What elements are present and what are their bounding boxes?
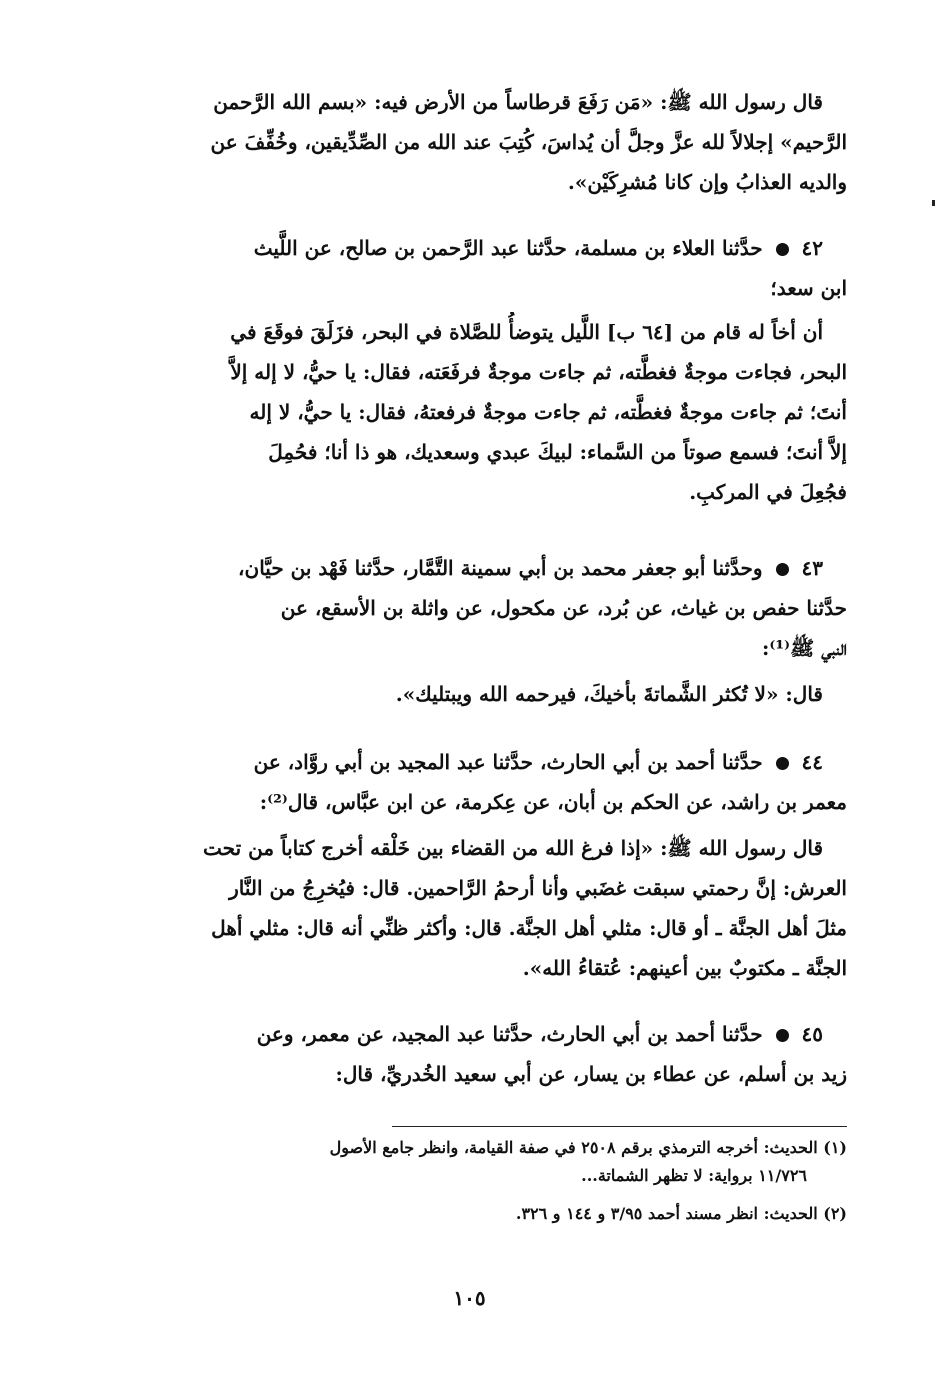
footnote-1-line: ١١/٧٢٦ برواية: لا تظهر الشماتة... [581, 1166, 807, 1185]
footnote-separator [392, 1126, 847, 1127]
hadith-isnad-43 [147, 548, 847, 668]
hadith-isnad-45 [147, 1014, 847, 1094]
text-line: قال: «لا تُكثر الشَّماتةَ بأخيكَ، فيرحمه الله ويبتليك». [395, 682, 823, 706]
footnote-spacer [147, 1190, 847, 1200]
text-span: وحدَّثنا أبو جعفر محمد بن أبي سمينة التَّمَّار، حدَّثنا فَهْد بن حيَّان، [238, 556, 763, 580]
hadith-text-41 [147, 82, 847, 202]
text-line: فجُعِلَ في المركبِ. [689, 480, 847, 504]
text-line: ابن سعد؛ [770, 276, 847, 300]
text-line: البحر، فجاءت موجةٌ فغطَّته، ثم جاءت موجةٌ فرفَعَته، فقال: يا حيُّ، لا إله إلاَّ [230, 360, 847, 384]
hadith-number: ٤٣ [801, 556, 823, 580]
text-line: قال رسول الله ﷺ: «مَن رَفَعَ قرطاساً من الأرض فيه: «بسم الله الرَّحمن [213, 90, 823, 114]
text-line: والديه العذابُ وإن كانا مُشرِكَيْن». [567, 170, 847, 194]
text-line [147, 548, 847, 588]
text-line [147, 228, 847, 268]
text-line [147, 1014, 847, 1054]
margin-mark [932, 200, 935, 206]
page-number: ١٠٥ [453, 1286, 486, 1310]
bullet-icon [776, 563, 789, 576]
hadith-isnad-44 [147, 742, 847, 822]
hadith-number: ٤٥ [801, 1022, 823, 1046]
text-line: الجنَّة ـ مكتوبٌ بين أعينهم: عُتقاءُ الله». [522, 956, 847, 980]
footnote-2-line: (٢) الحديث: انظر مسند أحمد ٣/٩٥ و ١٤٤ و ٣٢٦. [515, 1204, 847, 1223]
hadith-number: ٤٤ [801, 750, 823, 774]
text-line: قال رسول الله ﷺ: «إذا فرغ الله من القضاء بين خَلْقه أخرج كتاباً من تحت [203, 836, 823, 860]
text-line: مثلَ أهل الجنَّة ـ أو قال: مثلي أهل الجنَّة. قال: وأكثر ظنِّي أنه قال: مثلي أهل [211, 916, 847, 940]
bullet-icon [776, 1029, 789, 1042]
text-line: النبي ﷺ⁽¹⁾: [762, 636, 847, 660]
text-line: حدَّثنا حفص بن غياث، عن بُرد، عن مكحول، عن واثلة بن الأسقع، عن [280, 596, 847, 620]
text-span: حدَّثنا أحمد بن أبي الحارث، حدَّثنا عبد المجيد، عن معمر، وعن [256, 1022, 763, 1046]
text-line: إلاَّ أنتَ؛ فسمع صوتاً من السَّماء: لبيكَ عبدي وسعديك، هو ذا أنا؛ فحُمِلَ [268, 440, 847, 464]
text-line: أنتَ؛ ثم جاءت موجةٌ فغطَّته، ثم جاءت موجةٌ فرفعتهُ، فقال: يا حيُّ، لا إله [249, 400, 847, 424]
hadith-text-42 [147, 312, 847, 512]
hadith-isnad-42 [147, 228, 847, 308]
text-line: معمر بن راشد، عن الحكم بن أبان، عن عِكرمة، عن ابن عبَّاس، قال⁽²⁾: [259, 790, 847, 814]
hadith-text-43 [147, 674, 847, 714]
text-line [147, 742, 847, 782]
text-span: حدَّثنا العلاء بن مسلمة، حدَّثنا عبد الرَّحمن بن صالح، عن اللَّيث [253, 236, 763, 260]
text-line: العرش: إنَّ رحمتي سبقت غضَبي وأنا أرحمُ الرَّاحمين. قال: فيُخرِجُ من النَّار [229, 876, 847, 900]
bullet-icon [776, 757, 789, 770]
bullet-icon [776, 243, 789, 256]
hadith-text-44 [147, 828, 847, 988]
hadith-number: ٤٢ [801, 236, 823, 260]
text-line: الرَّحيم» إجلالاً لله عزَّ وجلَّ أن يُداسَ، كُتِبَ عند الله من الصِّدِّيقين، وخُفِّفَ عن [210, 130, 847, 154]
footnote-1-line: (١) الحديث: أخرجه الترمذي برقم ٢٥٠٨ في صفة القيامة، وانظر جامع الأصول [329, 1138, 847, 1157]
footnotes [147, 1134, 847, 1228]
text-line: زيد بن أسلم، عن عطاء بن يسار، عن أبي سعيد الخُدريِّ، قال: [335, 1062, 847, 1086]
text-line: أن أخاً له قام من [٦٤ ب] اللَّيل يتوضأُ للصَّلاة في البحر، فزَلَقَ فوقَعَ في [230, 320, 823, 344]
text-span: حدَّثنا أحمد بن أبي الحارث، حدَّثنا عبد المجيد بن أبي روَّاد، عن [253, 750, 763, 774]
